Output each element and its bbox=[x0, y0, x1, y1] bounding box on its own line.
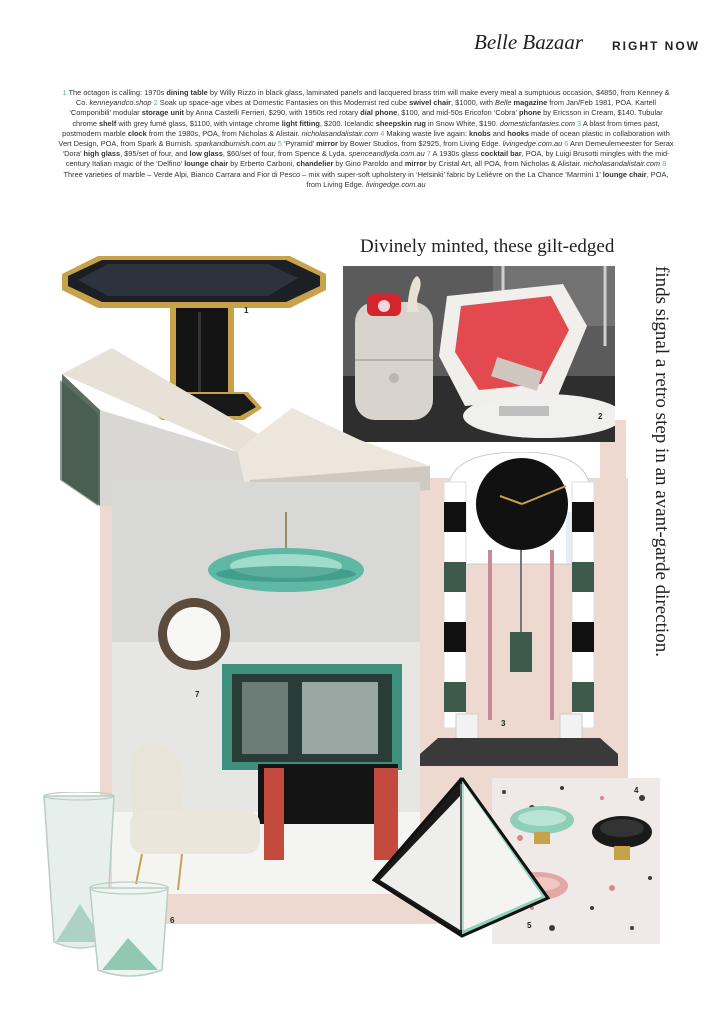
caption-block bbox=[58, 88, 674, 190]
caption-item-number: 1 bbox=[62, 88, 67, 97]
caption-text: ‘Pyramid’ bbox=[281, 139, 317, 149]
caption-website: spenceandlyda.com.au bbox=[348, 149, 425, 159]
caption-product: sheepskin rug bbox=[375, 118, 426, 128]
caption-text: by Ericsson in Cream, $140. Tubular chrome bbox=[72, 108, 663, 128]
caption-text: Making waste live again: bbox=[384, 128, 469, 138]
number-5: 5 bbox=[527, 921, 532, 930]
headline-line-2: finds signal a retro step in an avant-garde direction. bbox=[651, 266, 672, 657]
caption-item-number: 7 bbox=[424, 149, 431, 159]
caption-product: knobs bbox=[468, 128, 491, 138]
caption-text: by Bower Studios, from $2925, from Living Edge. bbox=[337, 139, 503, 149]
caption-text: Ann Demeulemeester for Serax ‘Dora’ bbox=[62, 139, 674, 159]
caption-text: by Erberto Carboni, bbox=[228, 159, 297, 169]
caption-text: and bbox=[490, 128, 508, 138]
caption-text: in Snow White, $190. bbox=[425, 118, 500, 128]
caption-product: shelf bbox=[99, 118, 117, 128]
caption-text: by Gino Paroldo and bbox=[333, 159, 405, 169]
number-7: 7 bbox=[195, 690, 200, 699]
caption-product: low glass bbox=[189, 149, 223, 159]
caption-product: chandelier bbox=[296, 159, 334, 169]
caption-item-number: 4 bbox=[378, 128, 385, 138]
caption-text: made of ocean plastic in collaboration with Vert Design, POA, from Spark & Burnish. bbox=[58, 128, 670, 149]
caption-product: storage unit bbox=[141, 108, 184, 118]
caption-item-number: 8 bbox=[660, 159, 667, 169]
caption-text: Three varieties of marble – Verde Alpi, Bianco Carrara and Fior di Pesco – mix with super-soft upholstery in ‘Helsinki’ fabric by Lelièvre on the La Chance ‘Marmini 1’ bbox=[63, 169, 603, 179]
caption-item-number: 2 bbox=[151, 98, 158, 108]
caption-item-number: 3 bbox=[575, 118, 582, 128]
caption-product: hooks bbox=[507, 128, 529, 138]
number-2: 2 bbox=[598, 412, 603, 421]
caption-text: , $60/set of four, from Spence & Lyda. bbox=[222, 149, 349, 159]
header-section: RIGHT NOW bbox=[612, 39, 700, 53]
caption-text: , $1000, with bbox=[451, 98, 496, 108]
caption-text: from the 1980s, POA, from Nicholas & Alistair. bbox=[146, 128, 302, 138]
caption-website: livingedge.com.au bbox=[502, 139, 563, 149]
caption-product: light fitting bbox=[281, 118, 320, 128]
caption-item-number: 5 bbox=[275, 139, 282, 149]
caption-text: , POA, from Living Edge. bbox=[306, 169, 669, 189]
caption-product: lounge chair bbox=[602, 169, 647, 179]
glassware-image bbox=[40, 792, 175, 982]
number-3: 3 bbox=[501, 719, 506, 728]
number-4: 4 bbox=[634, 786, 639, 795]
caption-product: phone bbox=[518, 108, 542, 118]
caption-text: with grey fumé glass, $1100, with vintage chrome bbox=[116, 118, 282, 128]
header-brand: Belle Bazaar bbox=[474, 30, 584, 54]
caption-product: clock bbox=[127, 128, 147, 138]
caption-product: swivel chair bbox=[409, 98, 452, 108]
headline-line-1: Divinely minted, these gilt-edged bbox=[360, 236, 615, 257]
caption-website: sparkandburnish.com.au bbox=[194, 139, 276, 149]
caption-product: lounge chair bbox=[184, 159, 229, 169]
caption-website: livingedge.com.au bbox=[366, 179, 426, 189]
caption-text: , $95/set of four, and bbox=[120, 149, 190, 159]
caption-product: magazine bbox=[513, 98, 548, 108]
caption-product: dial phone bbox=[360, 108, 398, 118]
caption-text: from Jan/Feb 1981, POA. Kartell ‘Componibili’ modular bbox=[69, 98, 657, 118]
caption-text: by Anna Castelli Ferrieri, $290, with 1950s red rotary bbox=[184, 108, 361, 118]
caption-text: , POA, by Luigi Brusotti mingles with the mid-century Italian magic of the ‘Delfino’ bbox=[65, 149, 670, 169]
caption-text: , $100, and mid-50s Ericofon ‘Cobra’ bbox=[397, 108, 519, 118]
caption-text: The octagon is calling: 1970s bbox=[66, 88, 167, 97]
caption-product: dining table bbox=[166, 88, 208, 97]
caption-product: cocktail bar bbox=[480, 149, 522, 159]
caption-product: mirror bbox=[404, 159, 427, 169]
number-6: 6 bbox=[170, 916, 175, 925]
number-1: 1 bbox=[244, 306, 249, 315]
caption-text: A 1930s glass bbox=[430, 149, 481, 159]
caption-website: nicholasandalistair.com bbox=[301, 128, 379, 138]
caption-text: by Willy Rizzo in black glass, laminated panels and lacquered brass trim will make every meal a sumptuous occasion, $4850, from Kenney & Co. bbox=[75, 88, 670, 108]
pyramid-mirror-image bbox=[370, 776, 552, 940]
marble-clock-image bbox=[420, 452, 618, 766]
caption-text: by Cristal Art, all POA, from Nicholas & Alistair. bbox=[426, 159, 584, 169]
caption-website: Belle bbox=[495, 98, 512, 108]
caption-product: mirror bbox=[316, 139, 338, 149]
caption-text: A blast from times past, postmodern marble bbox=[62, 118, 660, 138]
caption-text: , $200. Icelandic bbox=[319, 118, 376, 128]
caption-text: Soak up space-age vibes at Domestic Fantasies on this Modernist red cube bbox=[157, 98, 410, 108]
caption-website: nicholasandalistair.com bbox=[583, 159, 661, 169]
caption-product: high glass bbox=[83, 149, 121, 159]
caption-website: kenneyandco.shop bbox=[89, 98, 152, 108]
caption-item-number: 6 bbox=[562, 139, 569, 149]
caption-website: domesticfantasies.com bbox=[499, 118, 576, 128]
